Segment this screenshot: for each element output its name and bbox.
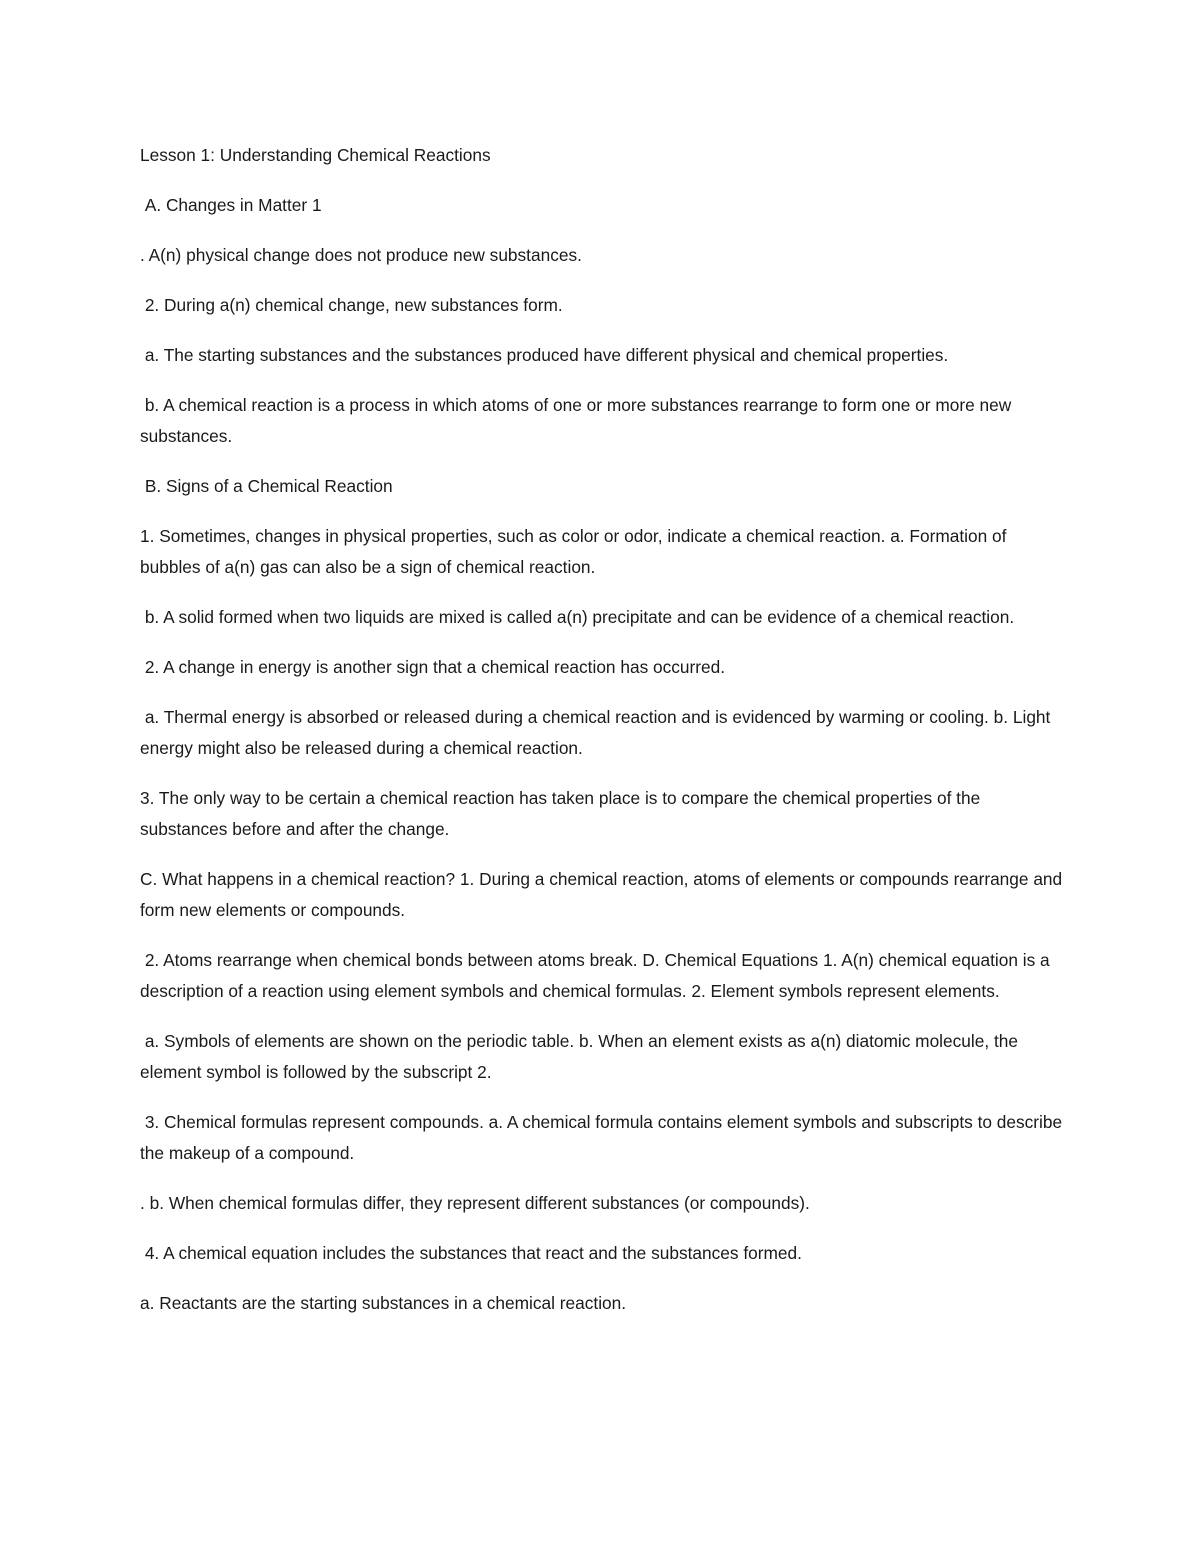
paragraph: 2. During a(n) chemical change, new substances form. [140,295,563,315]
paragraph: b. A solid formed when two liquids are mixed is called a(n) precipitate and can be evidence of a chemical reaction. [140,607,1015,627]
paragraph: b. A chemical reaction is a process in which atoms of one or more substances rearrange to form one or more new substances. [140,395,1017,446]
section-heading-c: C. What happens in a chemical reaction? 1. During a chemical reaction, atoms of elements or compounds rearrange and form new elements or compounds. [140,869,1067,920]
paragraph: a. Thermal energy is absorbed or released during a chemical reaction and is evidenced by warming or cooling. b. Light energy might also be released during a chemical reaction. [140,707,1056,758]
paragraph: . b. When chemical formulas differ, they represent different substances (or compounds). [140,1193,810,1213]
paragraph: a. Reactants are the starting substances in a chemical reaction. [140,1293,627,1313]
paragraph: 3. Chemical formulas represent compounds. a. A chemical formula contains element symbols and subscripts to describe the makeup of a compound. [140,1112,1067,1163]
paragraph: . A(n) physical change does not produce new substances. [140,245,582,265]
paragraph: 3. The only way to be certain a chemical reaction has taken place is to compare the chemical properties of the substances before and after the change. [140,788,986,839]
paragraph: a. Symbols of elements are shown on the periodic table. b. When an element exists as a(n) diatomic molecule, the element symbol is followed by the subscript 2. [140,1031,1023,1082]
paragraph: 2. Atoms rearrange when chemical bonds between atoms break. D. Chemical Equations 1. A(n) chemical equation is a description of a reaction using element symbols and chemical formulas. 2. Element symbols represent elements. [140,950,1055,1001]
paragraph: 1. Sometimes, changes in physical properties, such as color or odor, indicate a chemical reaction. a. Formation of bubbles of a(n) gas can also be a sign of chemical reaction. [140,526,1012,577]
paragraph: 2. A change in energy is another sign that a chemical reaction has occurred. [140,657,726,677]
section-heading-b: B. Signs of a Chemical Reaction [140,476,393,496]
paragraph: a. The starting substances and the substances produced have different physical and chemical properties. [140,345,949,365]
section-heading-a: A. Changes in Matter 1 [140,195,322,215]
document-body [140,140,1070,1338]
paragraph: 4. A chemical equation includes the substances that react and the substances formed. [140,1243,802,1263]
lesson-title: Lesson 1: Understanding Chemical Reactions [140,145,491,165]
